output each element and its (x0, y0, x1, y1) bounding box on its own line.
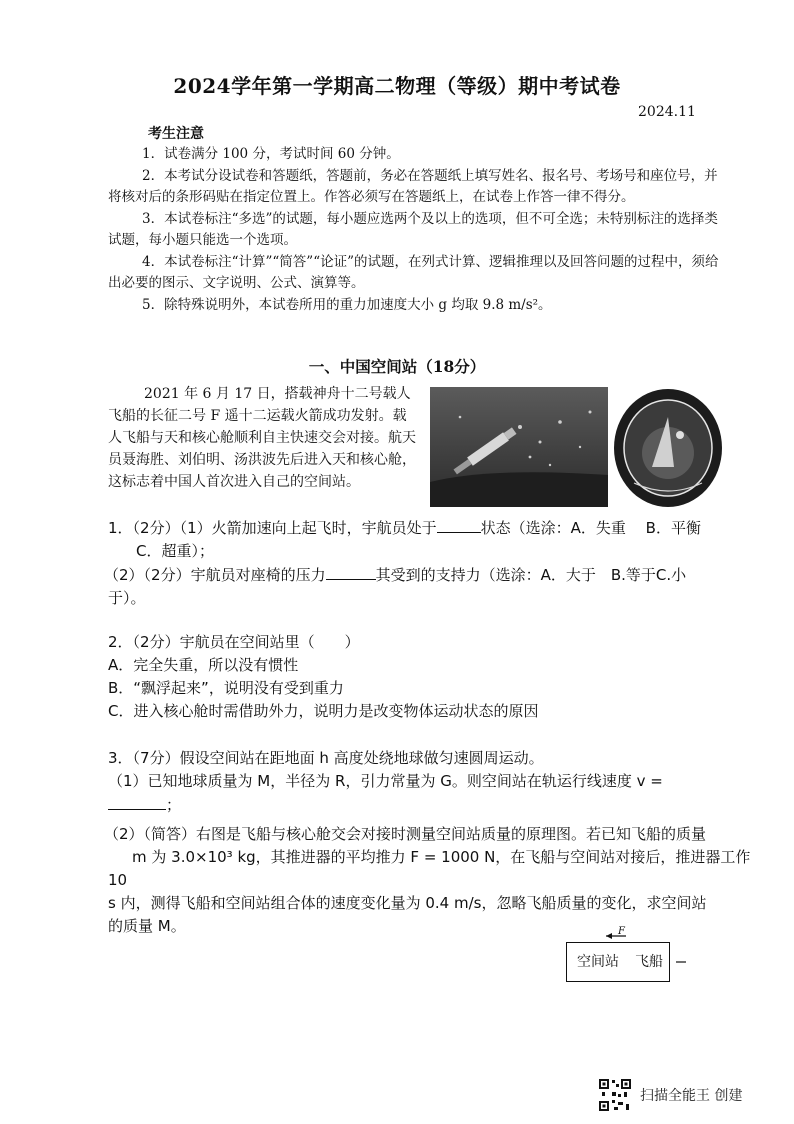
q1-part1-continuation: C．超重）； (136, 542, 214, 560)
docking-diagram (566, 926, 716, 990)
q2-option-c[interactable]: C．进入核心舱时需借助外力，说明力是改变物体运动状态的原因 (108, 702, 539, 720)
q1-part1-prefix: 1．（2分）（1）火箭加速向上起飞时，宇航员处于 (108, 519, 437, 537)
q1-part1-suffix: 状态（选涂：A．失重 B．平衡 (480, 519, 701, 537)
q2-option-b[interactable]: B．“飘浮起来”，说明没有受到重力 (108, 679, 344, 697)
notice-heading: 考生注意 (148, 126, 204, 142)
notice-item: 4．本试卷标注“计算”“简答”“论证”的试题，在列式计算、逻辑推理以及回答问题的过程中，须给出必要的图示、文字说明、公式、演算等。 (108, 253, 719, 291)
q2-option-a[interactable]: A．完全失重，所以没有惯性 (108, 656, 299, 674)
section-intro (108, 383, 420, 493)
spacecraft-box: 飞船 (629, 942, 670, 982)
spacecraft-photo (430, 387, 608, 507)
q3-part2-line2: m 为 3.0×10³ kg，其推进器的平均推力 F = 1000 N，在飞船与空间站对接后，推进器工作 10 (108, 848, 751, 889)
q1-part1-blank[interactable] (437, 516, 481, 533)
q2-stem: 2．（2分）宇航员在空间站里（ ） (108, 633, 360, 651)
qr-code-icon (598, 1078, 632, 1112)
notice-item: 2．本考试分设试卷和答题纸，答题前，务必在答题纸上填写姓名、报名号、考场号和座位号，并将核对后的条形码贴在指定位置上。作答必须写在答题纸上，在试卷上作答一律不得分。 (108, 167, 718, 205)
scanner-watermark (598, 1075, 788, 1115)
q3-part1: （1）已知地球质量为 M，半径为 R，引力常量为 G。则空间站在轨运行线速度 v = (108, 772, 663, 790)
notice-item: 3．本试卷标注“多选”的试题，每小题应选两个及以上的选项，但不可全选；未特别标注的选择类试题，每小题只能选一个选项。 (108, 210, 718, 248)
q3-part2-line4: 的质量 M。 (108, 917, 186, 935)
watermark-text: 扫描全能王 创建 (640, 1088, 743, 1104)
notice-list (108, 144, 720, 316)
q1-part2-prefix: （2）（2分）宇航员对座椅的压力 (104, 566, 326, 584)
question-1 (104, 516, 748, 610)
section-title: 一、中国空间站（18分） (308, 357, 486, 376)
notice-item: 1．试卷满分 100 分，考试时间 60 分钟。 (142, 146, 400, 162)
q3-part2-line3: s 内，测得飞船和空间站组合体的速度变化量为 0.4 m/s，忽略飞船质量的变化，求空间站 (108, 894, 707, 912)
question-2 (108, 631, 748, 723)
mission-emblem (612, 387, 724, 509)
exam-date: 2024.11 (638, 104, 696, 120)
q1-part2-suffix: 其受到的支持力（选涂：A．大于 B.等于C.小 (375, 566, 687, 584)
q3-part2-line1: （2）（简答）右图是飞船与核心舱交会对接时测量空间站质量的原理图。若已知飞船的质量 (104, 825, 707, 843)
q1-part2-blank[interactable] (326, 563, 376, 580)
q3-part1-blank[interactable] (108, 793, 166, 810)
exam-title: 2024学年第一学期高二物理（等级）期中考试卷 (173, 74, 621, 98)
q3-stem: 3．（7分）假设空间站在距地面 h 高度处绕地球做匀速圆周运动。 (108, 749, 544, 767)
intro-text: 2021 年 6 月 17 日，搭载神舟十二号载人飞船的长征二号 F 遥十二运载火箭成功发射。载人飞船与天和核心舱顺利自主快速交会对接。航天员聂海胜、刘伯明、汤洪波先后进入天和核心舱，这标志着中国人首次进入自己的空间站。 (108, 386, 416, 490)
force-label: F (618, 926, 625, 937)
space-station-box: 空间站 (566, 942, 630, 982)
q3-part1-end: ； (166, 796, 182, 814)
notice-item: 5．除特殊说明外，本试卷所用的重力加速度大小 g 均取 9.8 m/s²。 (142, 296, 552, 313)
question-3 (104, 747, 758, 938)
q1-part2-continuation: 于）。 (108, 589, 146, 607)
